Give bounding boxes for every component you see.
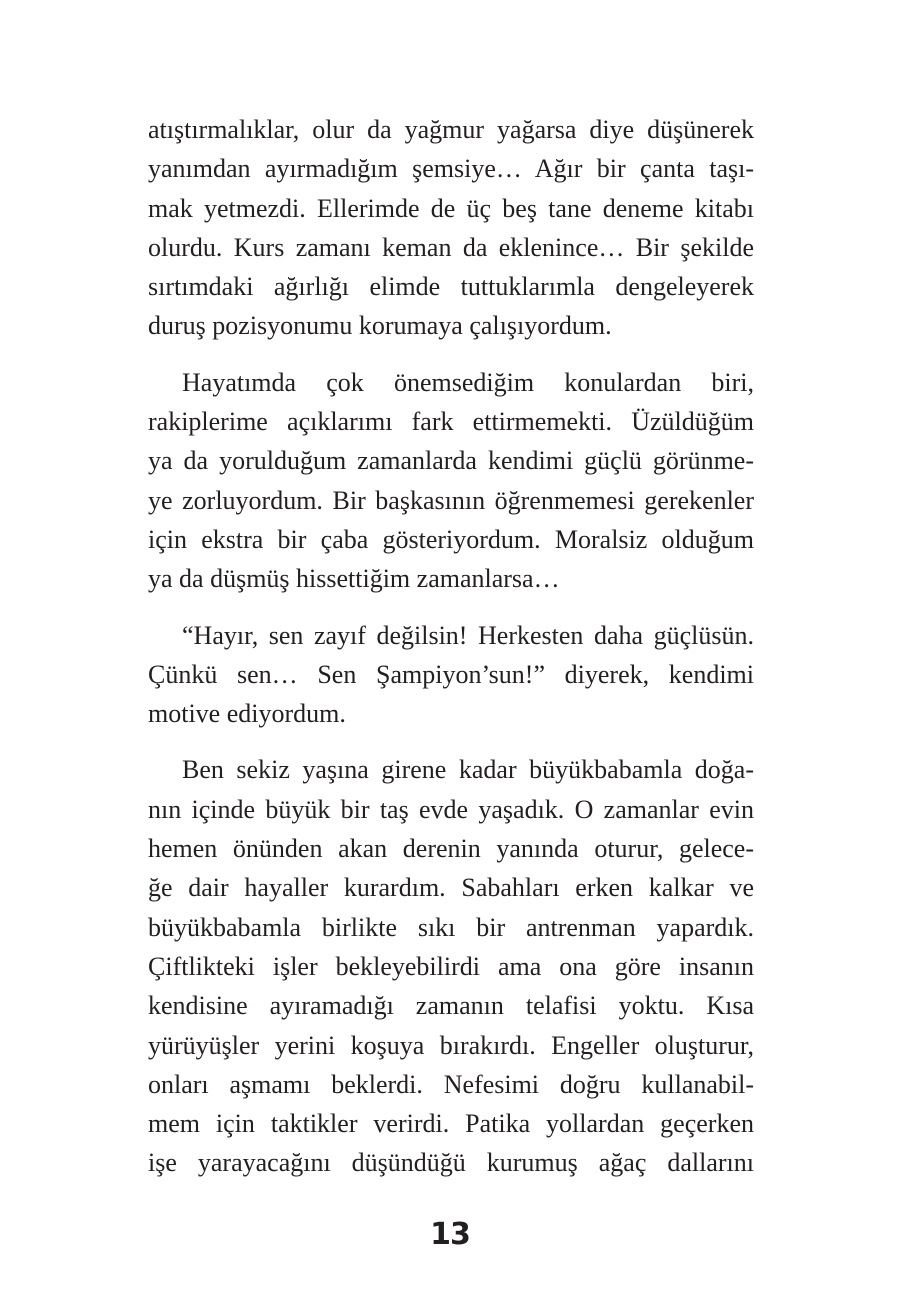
text-line: yanımdan ayırmadığım şemsiye… Ağır bir çanta taşı- (148, 154, 754, 184)
text-line: kendisine ayıramadığı zamanın telafisi yoktu. Kısa (148, 991, 754, 1021)
text-line: işe yarayacağını düşündüğü kurumuş ağaç dallarını (148, 1148, 754, 1178)
text-line: “Hayır, sen zayıf değilsin! Herkesten daha güçlüsün. (182, 620, 754, 650)
text-line: ye zorluyordum. Bir başkasının öğrenmemesi gerekenler (148, 485, 754, 515)
text-line: onları aşmamı beklerdi. Nefesimi doğru kullanabil- (148, 1069, 754, 1099)
text-line: hemen önünden akan derenin yanında oturur, gelece- (148, 834, 754, 864)
text-line: Çünkü sen… Sen Şampiyon’sun!” diyerek, kendimi (148, 659, 754, 689)
text-line: mem için taktikler verirdi. Patika yollardan geçerken (148, 1109, 754, 1139)
page-body (148, 110, 754, 1200)
text-line: Ben sekiz yaşına girene kadar büyükbabamla doğa- (182, 755, 754, 785)
paragraph-2 (148, 363, 754, 599)
text-line: mak yetmezdi. Ellerimde de üç beş tane deneme kitabı (148, 193, 754, 223)
text-line: Hayatımda çok önemsediğim konulardan biri, (182, 367, 754, 397)
text-line: olurdu. Kurs zamanı keman da eklenince… Bir şekilde (148, 232, 754, 262)
text-line: için ekstra bir çaba gösteriyordum. Moralsiz olduğum (148, 524, 754, 554)
text-line: motive ediyordum. (148, 699, 346, 729)
text-line: sırtımdaki ağırlığı elimde tuttuklarımla dengeleyerek (148, 272, 754, 302)
page-number: 13 (430, 1217, 470, 1252)
paragraph-1 (148, 110, 754, 346)
text-line: ya da yorulduğum zamanlarda kendimi güçlü görünme- (148, 446, 754, 476)
text-line: ya da düşmüş hissettiğim zamanlarsa… (148, 564, 560, 594)
text-line: duruş pozisyonumu korumaya çalışıyordum. (148, 311, 612, 341)
text-line: nın içinde büyük bir taş evde yaşadık. O zamanlar evin (148, 794, 754, 824)
text-line: Çiftlikteki işler bekleyebilirdi ama ona göre insanın (148, 951, 754, 981)
text-line: büyükbabamla birlikte sıkı bir antrenman yapardık. (148, 912, 754, 942)
text-line: rakiplerime açıklarımı fark ettirmemekti. Üzüldüğüm (148, 407, 754, 437)
paragraph-3 (148, 616, 754, 734)
paragraph-4 (148, 750, 754, 1182)
text-line: atıştırmalıklar, olur da yağmur yağarsa diye düşünerek (148, 115, 754, 144)
text-line: yürüyüşler yerini koşuya bırakırdı. Engeller oluşturur, (148, 1030, 754, 1060)
text-line: ğe dair hayaller kurardım. Sabahları erken kalkar ve (148, 873, 754, 903)
